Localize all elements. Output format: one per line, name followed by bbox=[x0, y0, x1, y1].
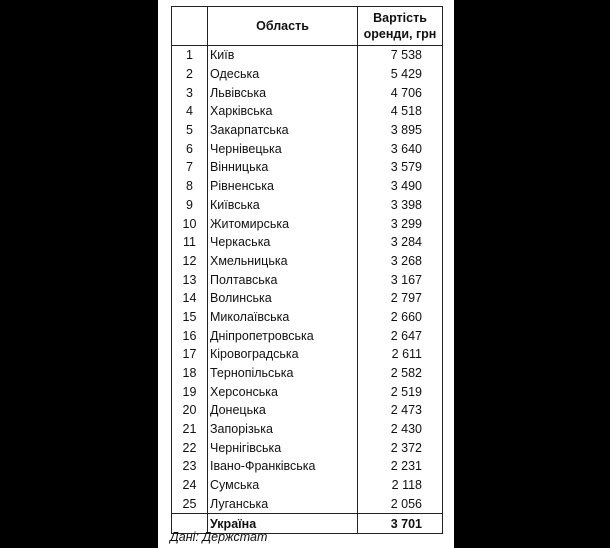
table-row bbox=[172, 83, 443, 102]
row-rent-value: 2 647 bbox=[358, 326, 443, 345]
table-header-row bbox=[172, 7, 443, 46]
table-row bbox=[172, 46, 443, 65]
row-rent-value: 3 299 bbox=[358, 214, 443, 233]
row-rent-value: 2 118 bbox=[358, 476, 443, 495]
row-rank: 25 bbox=[172, 495, 208, 514]
row-region: Сумська bbox=[208, 476, 358, 495]
row-rent-value: 3 398 bbox=[358, 196, 443, 215]
table-row bbox=[172, 65, 443, 84]
row-region: Черкаська bbox=[208, 233, 358, 252]
table-row bbox=[172, 476, 443, 495]
table-body bbox=[172, 46, 443, 514]
row-rank: 12 bbox=[172, 252, 208, 271]
row-rank: 14 bbox=[172, 289, 208, 308]
row-rent-value: 7 538 bbox=[358, 46, 443, 65]
row-region: Житомирська bbox=[208, 214, 358, 233]
row-rank: 18 bbox=[172, 364, 208, 383]
table-row bbox=[172, 495, 443, 514]
row-rank: 1 bbox=[172, 46, 208, 65]
row-rent-value: 3 284 bbox=[358, 233, 443, 252]
header-region: Область bbox=[208, 7, 358, 46]
document-sheet bbox=[158, 0, 454, 548]
row-region: Херсонська bbox=[208, 382, 358, 401]
row-rent-value: 2 430 bbox=[358, 420, 443, 439]
row-rent-value: 4 706 bbox=[358, 83, 443, 102]
row-rent-value: 3 490 bbox=[358, 177, 443, 196]
row-region: Дніпропетровська bbox=[208, 326, 358, 345]
table-row bbox=[172, 102, 443, 121]
table-row bbox=[172, 345, 443, 364]
row-rent-value: 2 372 bbox=[358, 438, 443, 457]
row-rent-value: 3 640 bbox=[358, 139, 443, 158]
source-note: Дані: Держстат bbox=[170, 530, 268, 544]
row-rank: 11 bbox=[172, 233, 208, 252]
row-rank: 8 bbox=[172, 177, 208, 196]
row-rent-value: 2 473 bbox=[358, 401, 443, 420]
table-row bbox=[172, 214, 443, 233]
row-region: Чернівецька bbox=[208, 139, 358, 158]
row-region: Запорізька bbox=[208, 420, 358, 439]
row-region: Рівненська bbox=[208, 177, 358, 196]
table-row bbox=[172, 139, 443, 158]
header-rent-value-line1: Вартість bbox=[373, 11, 427, 25]
table-row bbox=[172, 401, 443, 420]
rent-table bbox=[171, 6, 443, 534]
row-region: Київ bbox=[208, 46, 358, 65]
row-region: Кіровоградська bbox=[208, 345, 358, 364]
table-row bbox=[172, 121, 443, 140]
row-region: Київська bbox=[208, 196, 358, 215]
row-region: Полтавська bbox=[208, 270, 358, 289]
row-rank: 22 bbox=[172, 438, 208, 457]
row-region: Миколаївська bbox=[208, 308, 358, 327]
row-rank: 6 bbox=[172, 139, 208, 158]
row-rank: 5 bbox=[172, 121, 208, 140]
table-row bbox=[172, 289, 443, 308]
row-rank: 20 bbox=[172, 401, 208, 420]
table-row bbox=[172, 457, 443, 476]
row-region: Вінницька bbox=[208, 158, 358, 177]
row-rank: 16 bbox=[172, 326, 208, 345]
row-rank: 2 bbox=[172, 65, 208, 84]
row-rent-value: 2 519 bbox=[358, 382, 443, 401]
row-rent-value: 5 429 bbox=[358, 65, 443, 84]
row-rent-value: 2 056 bbox=[358, 495, 443, 514]
header-number bbox=[172, 7, 208, 46]
table-row bbox=[172, 177, 443, 196]
header-rent-value-line2: оренди, грн bbox=[363, 27, 437, 41]
row-region: Донецька bbox=[208, 401, 358, 420]
row-rank: 10 bbox=[172, 214, 208, 233]
row-rent-value: 2 231 bbox=[358, 457, 443, 476]
row-rank: 13 bbox=[172, 270, 208, 289]
row-region: Закарпатська bbox=[208, 121, 358, 140]
row-region: Харківська bbox=[208, 102, 358, 121]
row-rent-value: 3 167 bbox=[358, 270, 443, 289]
row-region: Тернопільська bbox=[208, 364, 358, 383]
row-region: Хмельницька bbox=[208, 252, 358, 271]
table-row bbox=[172, 382, 443, 401]
header-rent-value bbox=[358, 7, 443, 46]
table-row bbox=[172, 196, 443, 215]
table-row bbox=[172, 308, 443, 327]
row-region: Одеська bbox=[208, 65, 358, 84]
row-region: Волинська bbox=[208, 289, 358, 308]
table-row bbox=[172, 158, 443, 177]
row-rent-value: 3 268 bbox=[358, 252, 443, 271]
row-region: Львівська bbox=[208, 83, 358, 102]
row-rank: 7 bbox=[172, 158, 208, 177]
table-row bbox=[172, 252, 443, 271]
row-rank: 9 bbox=[172, 196, 208, 215]
total-region: Україна bbox=[208, 514, 358, 534]
row-rank: 3 bbox=[172, 83, 208, 102]
table-row bbox=[172, 420, 443, 439]
row-region: Івано-Франківська bbox=[208, 457, 358, 476]
row-rent-value: 2 797 bbox=[358, 289, 443, 308]
row-rank: 4 bbox=[172, 102, 208, 121]
table-row bbox=[172, 326, 443, 345]
row-region: Луганська bbox=[208, 495, 358, 514]
row-rent-value: 2 611 bbox=[358, 345, 443, 364]
table-row bbox=[172, 438, 443, 457]
row-rank: 23 bbox=[172, 457, 208, 476]
row-rank: 24 bbox=[172, 476, 208, 495]
table-row bbox=[172, 270, 443, 289]
row-rank: 19 bbox=[172, 382, 208, 401]
row-rent-value: 3 895 bbox=[358, 121, 443, 140]
row-rank: 17 bbox=[172, 345, 208, 364]
row-rent-value: 4 518 bbox=[358, 102, 443, 121]
table-row bbox=[172, 233, 443, 252]
row-rent-value: 3 579 bbox=[358, 158, 443, 177]
row-rent-value: 2 660 bbox=[358, 308, 443, 327]
row-rank: 15 bbox=[172, 308, 208, 327]
row-rent-value: 2 582 bbox=[358, 364, 443, 383]
total-value: 3 701 bbox=[358, 514, 443, 534]
row-region: Чернігівська bbox=[208, 438, 358, 457]
table-row bbox=[172, 364, 443, 383]
row-rank: 21 bbox=[172, 420, 208, 439]
